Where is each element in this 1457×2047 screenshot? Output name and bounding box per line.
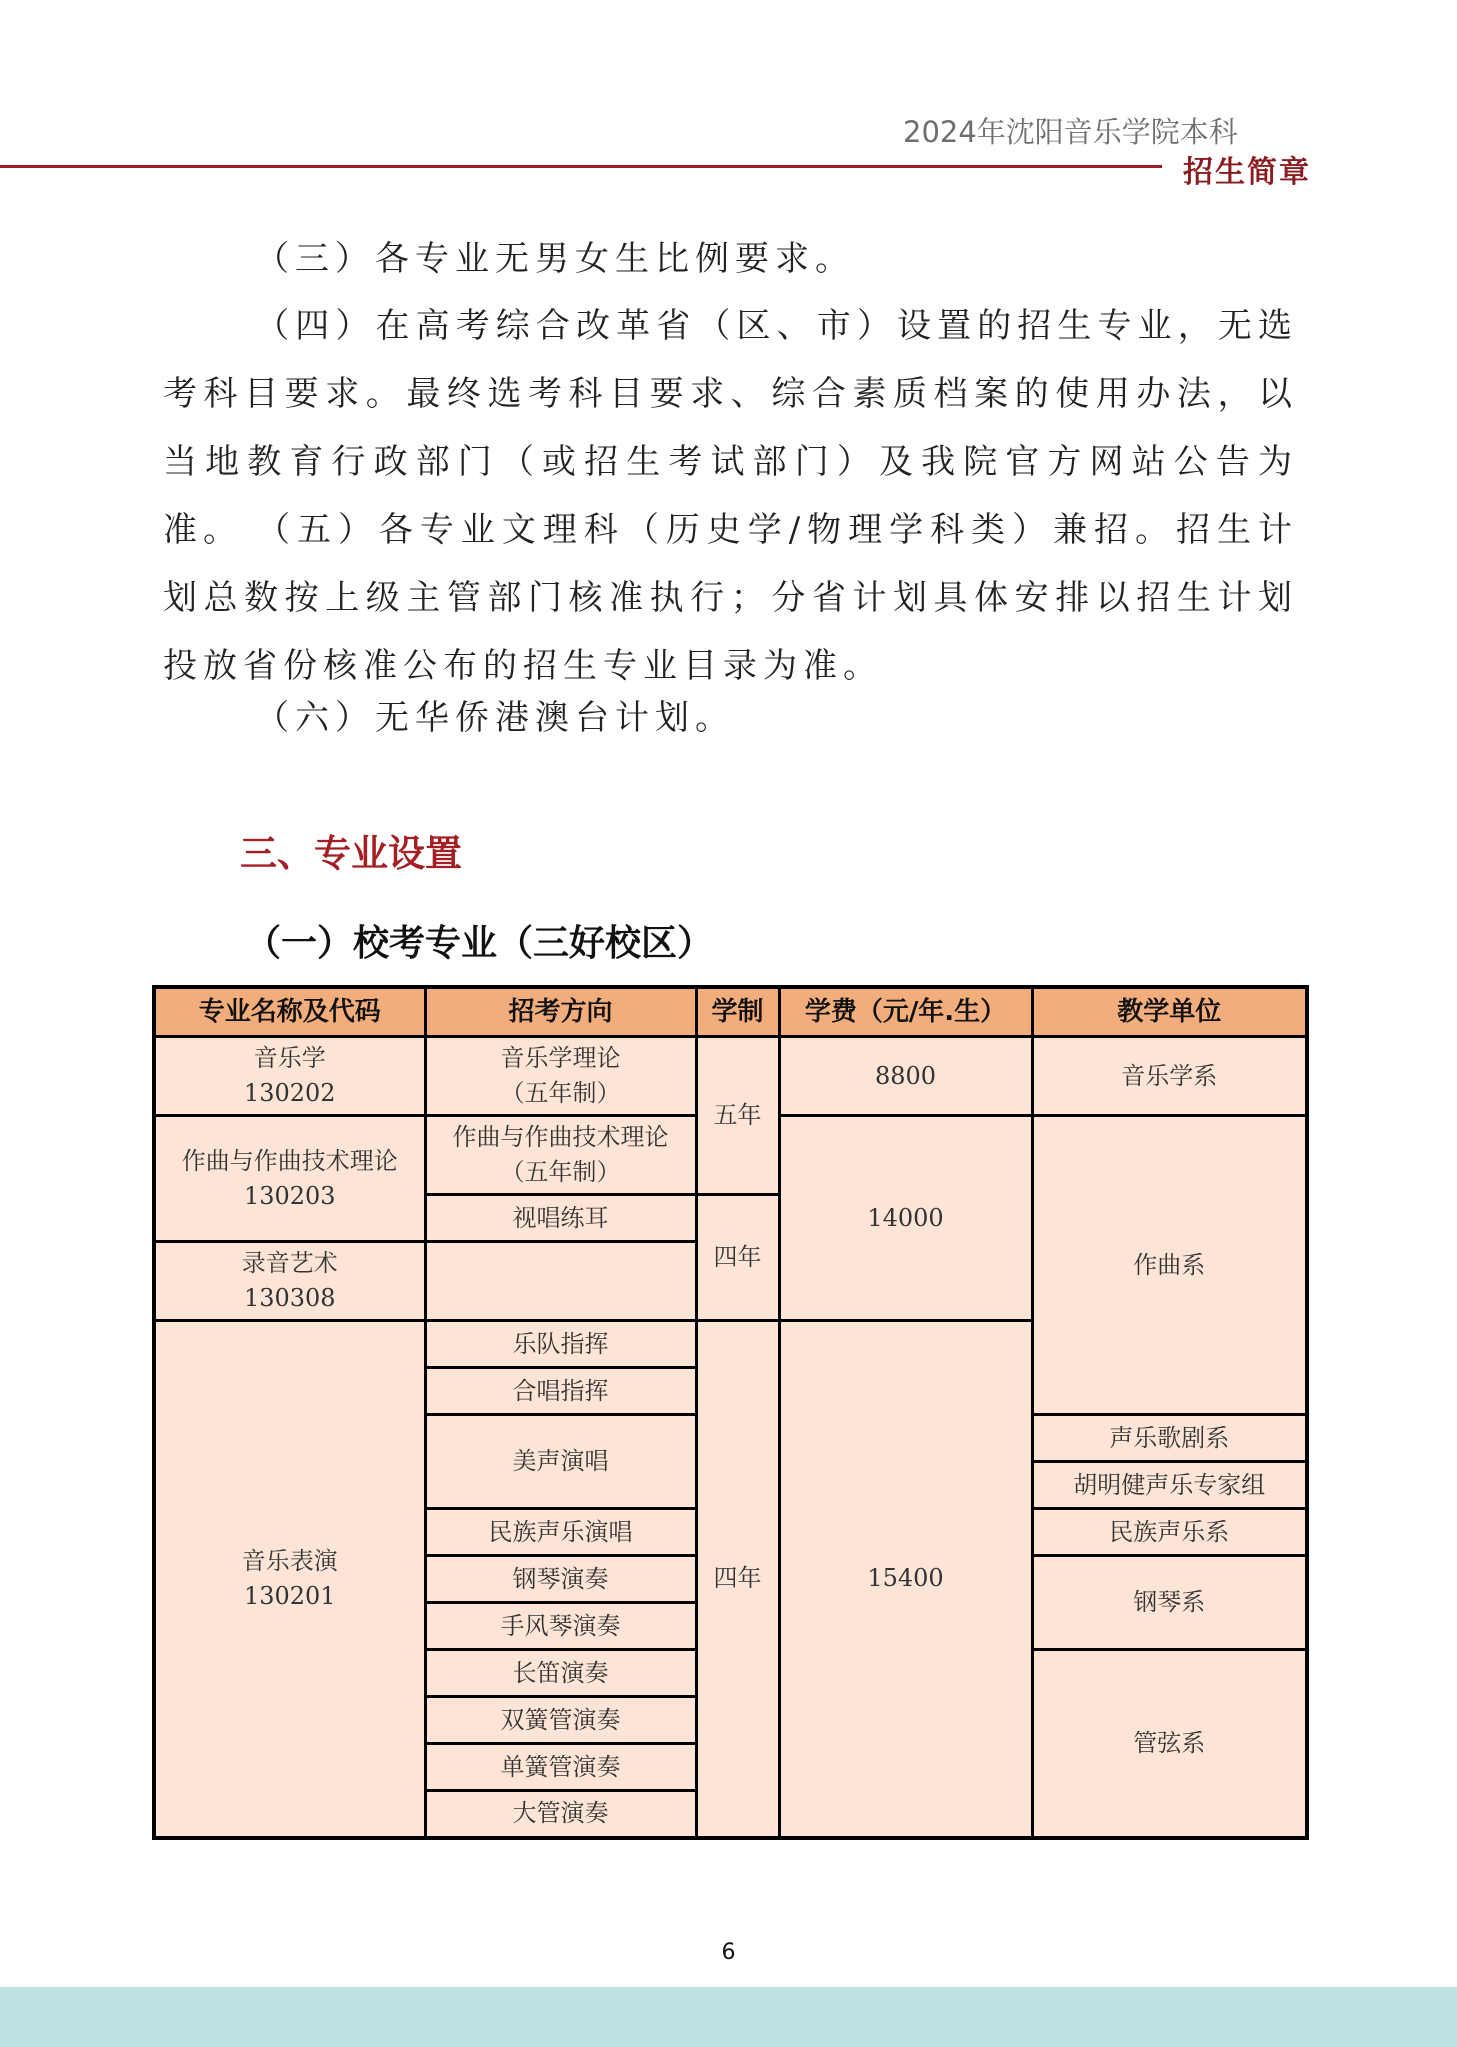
cell-years: 四年: [696, 1321, 779, 1838]
cell-direction: 音乐学理论 （五年制）: [425, 1037, 696, 1116]
cell-direction: 手风琴演奏: [425, 1603, 696, 1650]
header-direction: 招考方向: [425, 987, 696, 1037]
cell-unit: 作曲系: [1032, 1116, 1307, 1415]
paragraph-6: （六）无华侨港澳台计划。: [255, 698, 735, 738]
document-header-title: 2024年沈阳音乐学院本科: [903, 115, 1238, 149]
cell-fee: 8800: [779, 1037, 1032, 1116]
document-header-subtitle: 招生简章: [1183, 155, 1311, 190]
cell-direction: 双簧管演奏: [425, 1697, 696, 1744]
paragraph-3: （三）各专业无男女生比例要求。: [255, 239, 855, 279]
cell-major-composition: 作曲与作曲技术理论 130203: [154, 1116, 425, 1242]
cell-years: 五年: [696, 1037, 779, 1195]
cell-years: 四年: [696, 1195, 779, 1321]
header-years: 学制: [696, 987, 779, 1037]
cell-direction: [425, 1242, 696, 1321]
cell-major-musicology: 音乐学 130202: [154, 1037, 425, 1116]
cell-fee: 15400: [779, 1321, 1032, 1838]
header-major: 专业名称及代码: [154, 987, 425, 1037]
cell-unit: 胡明健声乐专家组: [1032, 1462, 1307, 1509]
cell-direction: 民族声乐演唱: [425, 1509, 696, 1556]
cell-fee: 14000: [779, 1116, 1032, 1321]
header-fee: 学费（元/年.生）: [779, 987, 1032, 1037]
cell-unit: 管弦系: [1032, 1650, 1307, 1838]
majors-table: [152, 985, 1309, 1840]
cell-major-performance: 音乐表演 130201: [154, 1321, 425, 1838]
table-header-row: [154, 987, 1307, 1037]
header-divider: [0, 165, 1162, 168]
cell-major-recording: 录音艺术 130308: [154, 1242, 425, 1321]
cell-direction: 美声演唱: [425, 1415, 696, 1509]
cell-unit: 音乐学系: [1032, 1037, 1307, 1116]
cell-direction: 乐队指挥: [425, 1321, 696, 1368]
cell-unit: 钢琴系: [1032, 1556, 1307, 1650]
paragraph-5: （五）各专业文理科（历史学/物理学科类）兼招。招生计划总数按上级主管部门核准执行；分省计划具体安排以招生计划投放省份核准公布的招生专业目录为准。: [163, 510, 1298, 686]
subsection-title: （一）校考专业（三好校区）: [245, 923, 714, 964]
cell-unit: 民族声乐系: [1032, 1509, 1307, 1556]
cell-direction: 单簧管演奏: [425, 1744, 696, 1791]
footer-band: [0, 1987, 1457, 2047]
cell-direction: 钢琴演奏: [425, 1556, 696, 1603]
paragraph-4: （四）在高考综合改革省（区、市）设置的招生专业，无选考科目要求。最终选考科目要求、综合素质档案的使用办法，以当地教育行政部门（或招生考试部门）及我院官方网站公告为准。: [163, 306, 1298, 550]
cell-unit: 声乐歌剧系: [1032, 1415, 1307, 1462]
cell-direction: 作曲与作曲技术理论 （五年制）: [425, 1116, 696, 1195]
cell-direction: 视唱练耳: [425, 1195, 696, 1242]
table-row: [154, 1037, 1307, 1116]
page-number: 6: [721, 1940, 736, 1965]
cell-direction: 合唱指挥: [425, 1368, 696, 1415]
cell-direction: 长笛演奏: [425, 1650, 696, 1697]
header-unit: 教学单位: [1032, 987, 1307, 1037]
cell-direction: 大管演奏: [425, 1791, 696, 1838]
section-title: 三、专业设置: [240, 832, 462, 875]
